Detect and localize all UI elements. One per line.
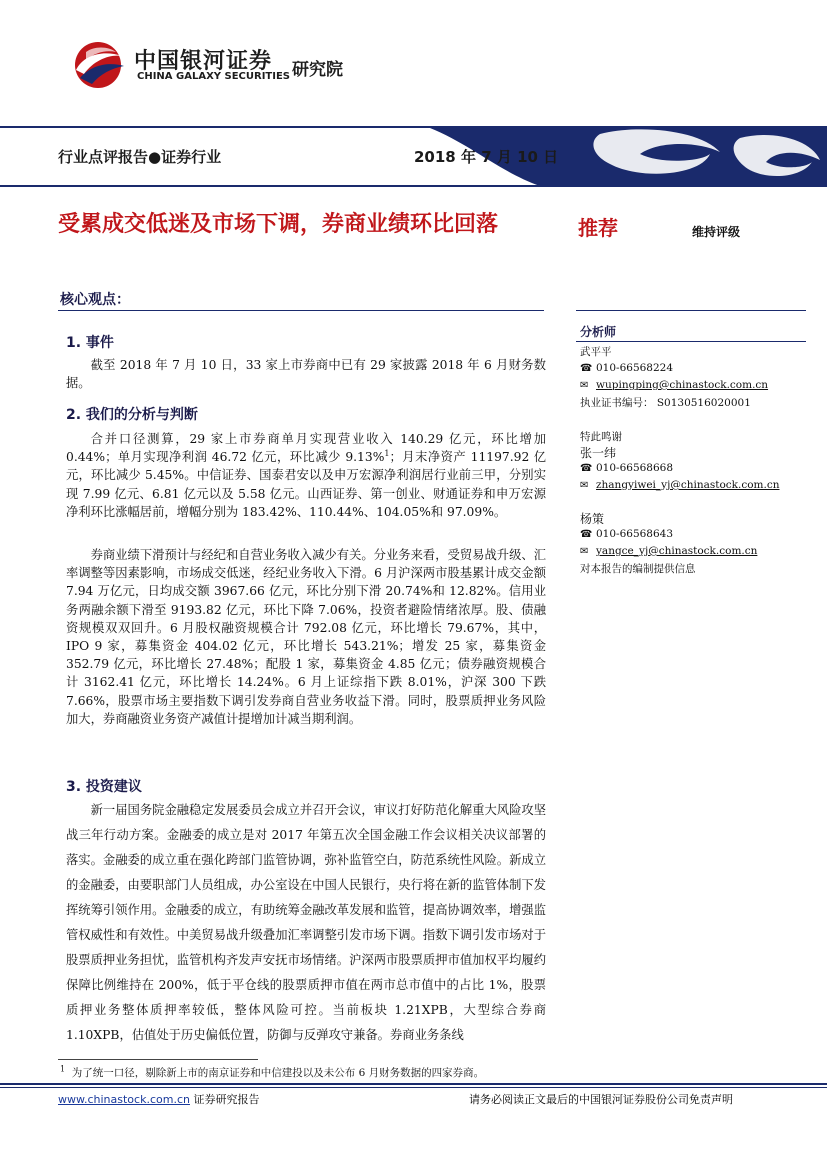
analyst-email[interactable]: ✉ zhangyiwei_yj@chinastock.com.cn xyxy=(580,479,780,491)
disclaimer-notice: 请务必阅读正文最后的中国银河证券股份公司免责声明 xyxy=(469,1093,733,1106)
analyst-cert: 执业证书编号： S0130516020001 xyxy=(580,397,751,409)
report-date: 2018 年 7 月 10 日 xyxy=(414,148,559,166)
divider xyxy=(576,310,806,311)
paragraph-text: 截至 2018 年 7 月 10 日，33 家上市券商中已有 29 家披露 2018 年 6 月财务数据。 xyxy=(66,358,546,391)
website-link[interactable]: www.chinastock.com.cn xyxy=(58,1093,190,1106)
analyst-email[interactable]: ✉ wupingping@chinastock.com.cn xyxy=(580,379,769,391)
report-type: 行业点评报告●证券行业 xyxy=(58,148,222,166)
section-heading: 1. 事件 xyxy=(66,335,114,351)
phone-icon: ☎ xyxy=(580,463,593,474)
footnote: $^1$ 为了统一口径，剔除新上市的南京证券和中信建投以及未公布 6 月财务数据的四家券商。 xyxy=(60,1064,485,1079)
footnote-divider xyxy=(58,1059,258,1060)
email-icon: ✉ xyxy=(580,380,589,391)
divider xyxy=(58,310,544,311)
analyst-phone: ☎ 010-66568643 xyxy=(580,528,674,540)
analyst-phone: ☎ 010-66568668 xyxy=(580,462,674,474)
sidebar-note: 对本报告的编制提供信息 xyxy=(580,563,696,575)
footnote-ref: 1 xyxy=(384,449,390,459)
phone-icon: ☎ xyxy=(580,529,593,540)
section-paragraph xyxy=(66,356,546,392)
analyst-email[interactable]: ✉ yangce_yj@chinastock.com.cn xyxy=(580,545,758,557)
brand-name-cn: 中国银河证券 xyxy=(134,49,273,74)
paragraph-text: 合并口径测算，29 家上市券商单月实现营业收入 140.29 亿元，环比增加 0.44%；单月实现净利润 46.72 亿元，环比减少 9.13%$^1$；月末净资产 11197.92 亿元，环比减少 5.45%。中信证券、国泰君安以及申万宏源净利润居行业前三甲，分别实现 7.99 亿元、6.81 亿元以及 5.58 亿元。山西证券、第一创业、财通证券和申万宏源净利环比涨幅居前，增幅分别为 183.42%、110.44%、104.05%和 97.09%。 xyxy=(66,432,546,519)
footer-divider xyxy=(0,1083,827,1085)
section-paragraph xyxy=(66,430,546,521)
core-viewpoint-label: 核心观点： xyxy=(60,292,130,308)
page-title: 受累成交低迷及市场下调，券商业绩环比回落 xyxy=(58,212,499,237)
paragraph-text: 新一届国务院金融稳定发展委员会成立并召开会议，审议打好防范化解重大风险攻坚战三年行动方案。金融委的成立是对 2017 年第五次全国金融工作会议相关决议部署的落实。金融委的成立重在强化跨部门监管协调，弥补监管空白，防范系统性风险。新成立的金融委，由要职部门人员组成，办公室设在中国人民银行，央行将在新的监管体制下发挥统筹引领作用。金融委的成立，有助统筹金融改革发展和监管，提高协调效率，增强监管权威性和有效性。中美贸易战升级叠加汇率调整引发市场下调。指数下调引发市场对于股票质押业务担忧，监管机构齐发声安抚市场情绪。沪深两市股票质押市值加权平均履约保障比例维持在 200%，低于平仓线的股票质押市值在两市总市值中的占比 1%，股票质押业务整体质押率较低，整体风险可控。当前板块 1.21XPB，大型综合券商 1.10XPB，估值处于历史偏低位置，防御与反弹攻守兼备。券商业务条线 xyxy=(66,803,546,1042)
analyst-phone: ☎ 010-66568224 xyxy=(580,362,674,374)
brand-name-en: CHINA GALAXY SECURITIES xyxy=(137,71,290,82)
section-paragraph xyxy=(66,798,546,1048)
section-heading: 2. 我们的分析与判断 xyxy=(66,407,198,423)
divider xyxy=(576,341,806,342)
analyst-heading: 分析师 xyxy=(580,325,617,339)
analyst-name: 张一纬 xyxy=(580,446,617,460)
paragraph-text: 券商业绩下滑预计与经纪和自营业务收入减少有关。分业务来看，受贸易战升级、汇率调整等因素影响，市场成交低迷，经纪业务收入下滑。6 月沪深两市股基累计成交金额 7.94 万亿元，日均成交额 3967.66 亿元，环比分别下滑 20.74%和 12.82%。信用业务两融余额下滑至 9193.82 亿元，环比下降 7.06%，投资者避险情绪浓厚。股、债融资规模双双回升。6 月股权融资规模合计 792.08 亿元，环比增长 79.67%，其中，IPO 9 家，募集资金 404.02 亿元，环比增长 543.21%；增发 25 家，募集资金 352.79 亿元，环比增长 27.48%；配股 1 家，募集资金 4.85 亿元；债券融资规模合计 3162.41 亿元，环比增长 14.24%。6 月上证综指下跌 8.01%，沪深 300 下跌 7.66%，股票市场主要指数下调引发券商自营业务收益下滑。同时，股票质押业务风险加大，券商融资业务资产减值计提增加计减当期利润。 xyxy=(66,548,546,726)
galaxy-logo-icon xyxy=(70,40,126,90)
footer-divider xyxy=(0,1087,827,1088)
phone-icon: ☎ xyxy=(580,363,593,374)
section-paragraph xyxy=(66,546,546,728)
institute-label: 研究院 xyxy=(292,60,343,80)
section-heading: 3. 投资建议 xyxy=(66,779,142,795)
footer-left: www.chinastock.com.cn 证券研究报告 xyxy=(58,1093,260,1106)
email-icon: ✉ xyxy=(580,480,589,491)
rating-note: 维持评级 xyxy=(692,225,741,239)
email-icon: ✉ xyxy=(580,546,589,557)
analyst-name: 武平平 xyxy=(580,346,612,358)
rating-label: 推荐 xyxy=(578,216,618,240)
thanks-label: 特此鸣谢 xyxy=(580,431,622,443)
analyst-name: 杨策 xyxy=(580,512,605,526)
